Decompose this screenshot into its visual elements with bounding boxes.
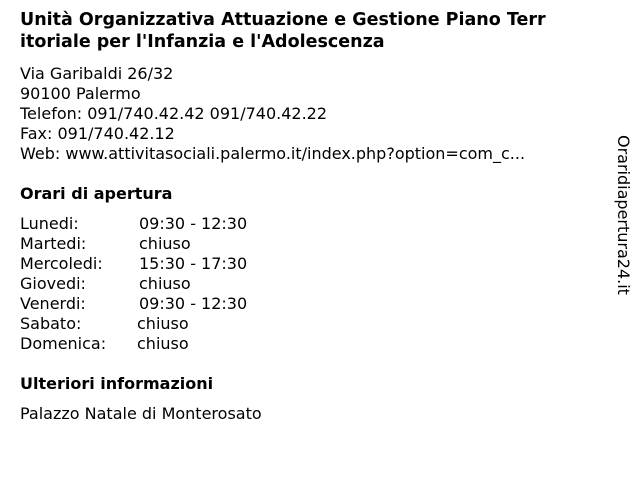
day-label: Martedi: <box>20 234 87 253</box>
hours-value: 09:30 - 12:30 <box>139 214 248 233</box>
page-title <box>20 9 620 53</box>
postal-city: 90100 Palermo <box>20 84 141 103</box>
street-address: Via Garibaldi 26/32 <box>20 64 174 83</box>
address-block <box>20 64 525 164</box>
hours-row-thursday <box>20 274 320 294</box>
day-label: Mercoledi: <box>20 254 103 273</box>
additional-info-heading: Ulteriori informazioni <box>20 374 214 393</box>
hours-value: chiuso <box>139 234 191 253</box>
hours-row-saturday <box>20 314 320 334</box>
hours-value: chiuso <box>137 314 189 333</box>
site-watermark: Oraridiapertura24.it <box>614 135 633 295</box>
opening-hours-heading: Orari di apertura <box>20 184 173 203</box>
hours-value: 15:30 - 17:30 <box>139 254 248 273</box>
page-title-line-1: Unità Organizzativa Attuazione e Gestione Piano Terr <box>20 10 546 30</box>
hours-row-tuesday <box>20 234 320 254</box>
day-label: Venerdi: <box>20 294 86 313</box>
hours-row-friday <box>20 294 320 314</box>
opening-hours-list <box>20 214 320 354</box>
hours-row-sunday <box>20 334 320 354</box>
day-label: Lunedi: <box>20 214 79 233</box>
day-label: Domenica: <box>20 334 107 353</box>
additional-info-text: Palazzo Natale di Monterosato <box>20 404 262 423</box>
page-title-line-2: itoriale per l'Infanzia e l'Adolescenza <box>20 32 385 52</box>
hours-value: chiuso <box>139 274 191 293</box>
hours-row-wednesday <box>20 254 320 274</box>
phone-numbers: Telefon: 091/740.42.42 091/740.42.22 <box>20 104 328 123</box>
day-label: Sabato: <box>20 314 82 333</box>
fax-number: Fax: 091/740.42.12 <box>20 124 175 143</box>
day-label: Giovedi: <box>20 274 86 293</box>
hours-value: chiuso <box>137 334 189 353</box>
website-link[interactable]: Web: www.attivitasociali.palermo.it/index.php?option=com_c... <box>20 144 526 163</box>
hours-value: 09:30 - 12:30 <box>139 294 248 313</box>
hours-row-monday <box>20 214 320 234</box>
